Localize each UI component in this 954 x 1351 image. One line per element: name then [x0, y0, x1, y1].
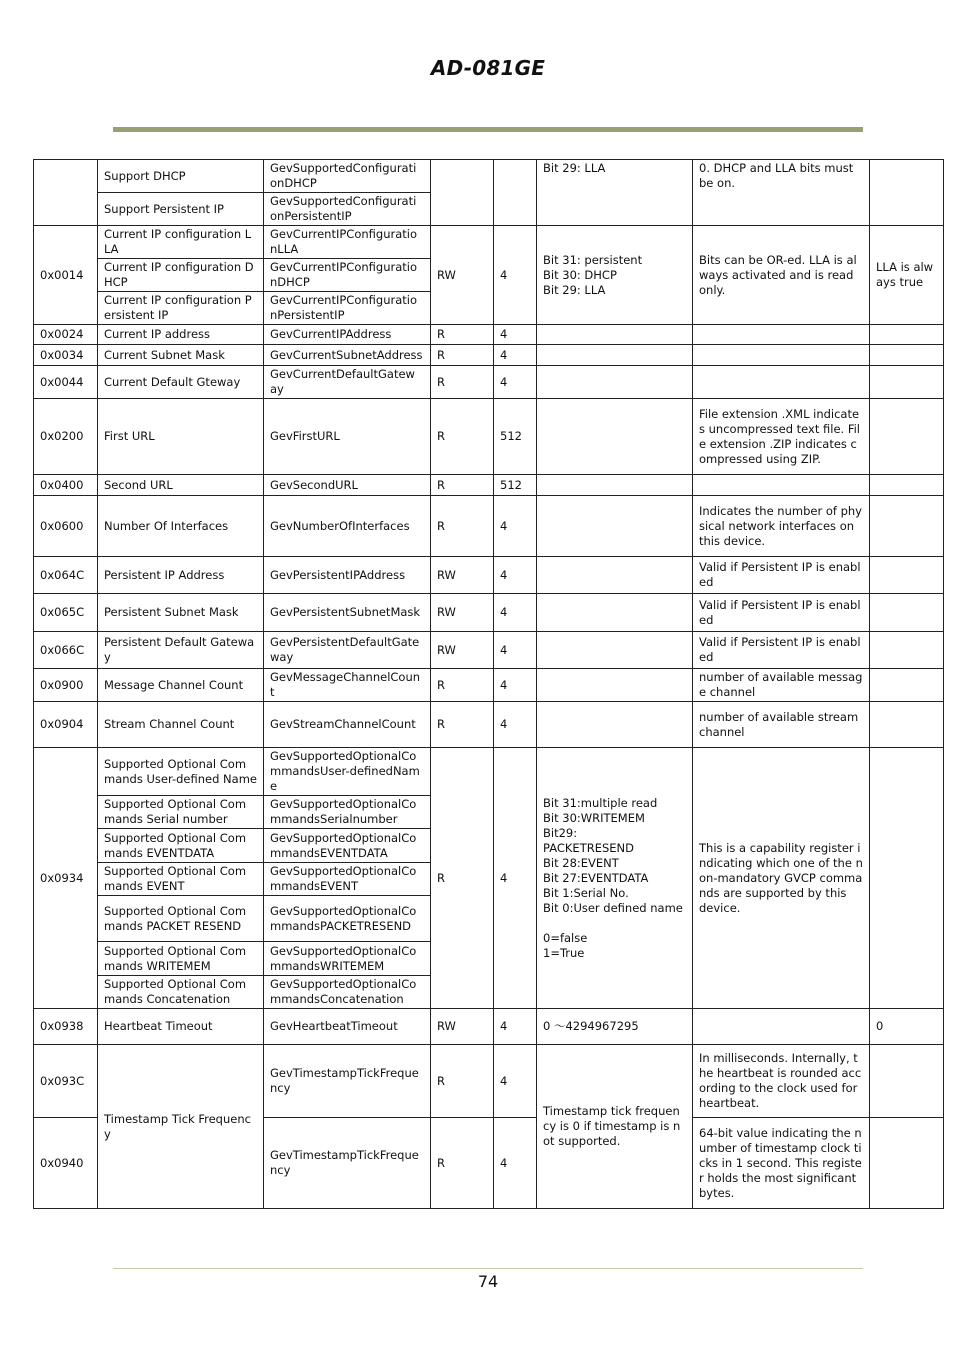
length-cell: 4: [494, 1118, 537, 1209]
register-name-cell: First URL: [98, 399, 264, 475]
register-name-cell: Persistent Subnet Mask: [98, 594, 264, 632]
description-cell: [693, 475, 870, 496]
bits-cell: Bit 31: persistent Bit 30: DHCP Bit 29: LLA: [537, 226, 693, 325]
address-cell: 0x0400: [34, 475, 98, 496]
bits-cell: [537, 632, 693, 669]
table-row: [34, 226, 944, 259]
description-cell: [693, 1009, 870, 1045]
note-cell: [870, 366, 944, 399]
description-cell: File extension .XML indicates uncompressed text file. File extension .ZIP indicates compressed using ZIP.: [693, 399, 870, 475]
description-cell: [693, 325, 870, 345]
table-row: [34, 702, 944, 748]
length-cell: 4: [494, 632, 537, 669]
access-cell: R: [431, 748, 494, 1009]
table-row: [34, 669, 944, 702]
access-cell: [431, 160, 494, 226]
register-name-cell: Support DHCP: [98, 160, 264, 193]
field-name-cell: GevTimestampTickFreque ncy: [264, 1118, 431, 1209]
address-cell: 0x0600: [34, 496, 98, 557]
bits-cell: [537, 345, 693, 366]
register-name-cell: Persistent IP Address: [98, 557, 264, 594]
field-name-cell: GevCurrentIPAddress: [264, 325, 431, 345]
header-rule: [113, 127, 863, 132]
table-row: [34, 325, 944, 345]
length-cell: 512: [494, 399, 537, 475]
note-cell: [870, 496, 944, 557]
register-name-cell: Current Default Gteway: [98, 366, 264, 399]
length-cell: 512: [494, 475, 537, 496]
table-row: [34, 1009, 944, 1045]
register-name-cell: Supported Optional Commands User-defined Name: [98, 748, 264, 796]
register-name-cell: Supported Optional Commands EVENT: [98, 863, 264, 896]
address-cell: 0x0024: [34, 325, 98, 345]
access-cell: R: [431, 702, 494, 748]
table-row: [34, 345, 944, 366]
field-name-cell: GevCurrentIPConfiguratio nDHCP: [264, 259, 431, 292]
field-name-cell: GevCurrentSubnetAddress: [264, 345, 431, 366]
bits-cell: [537, 325, 693, 345]
note-cell: [870, 1045, 944, 1118]
access-cell: R: [431, 325, 494, 345]
field-name-cell: GevPersistentIPAddress: [264, 557, 431, 594]
length-cell: 4: [494, 366, 537, 399]
length-cell: 4: [494, 702, 537, 748]
register-name-cell: Supported Optional Commands EVENTDATA: [98, 829, 264, 863]
register-name-cell: Supported Optional Commands WRITEMEM: [98, 942, 264, 976]
access-cell: R: [431, 475, 494, 496]
bits-cell: Bit 29: LLA: [537, 160, 693, 226]
note-cell: [870, 669, 944, 702]
access-cell: R: [431, 496, 494, 557]
address-cell: 0x0900: [34, 669, 98, 702]
address-cell: 0x0938: [34, 1009, 98, 1045]
description-cell: Valid if Persistent IP is enabled: [693, 557, 870, 594]
address-cell: 0x0940: [34, 1118, 98, 1209]
access-cell: RW: [431, 594, 494, 632]
note-cell: [870, 1118, 944, 1209]
field-name-cell: GevSupportedConfigurati onDHCP: [264, 160, 431, 193]
table-row: [34, 1045, 944, 1118]
table-row: [34, 475, 944, 496]
address-cell: 0x093C: [34, 1045, 98, 1118]
table-row: [34, 632, 944, 669]
register-name-cell: Current Subnet Mask: [98, 345, 264, 366]
register-name-cell: Timestamp Tick Frequency: [98, 1045, 264, 1209]
bits-cell: [537, 496, 693, 557]
length-cell: 4: [494, 1009, 537, 1045]
length-cell: 4: [494, 748, 537, 1009]
note-cell: [870, 160, 944, 226]
address-cell: 0x0904: [34, 702, 98, 748]
note-cell: 0: [870, 1009, 944, 1045]
field-name-cell: GevSecondURL: [264, 475, 431, 496]
address-cell: 0x066C: [34, 632, 98, 669]
field-name-cell: GevFirstURL: [264, 399, 431, 475]
table-row: [34, 748, 944, 796]
field-name-cell: GevPersistentSubnetMask: [264, 594, 431, 632]
access-cell: RW: [431, 1009, 494, 1045]
field-name-cell: GevHeartbeatTimeout: [264, 1009, 431, 1045]
description-cell: 64-bit value indicating the number of timestamp clock ticks in 1 second. This register holds the most significant bytes.: [693, 1118, 870, 1209]
table-row: [34, 399, 944, 475]
register-name-cell: Support Persistent IP: [98, 193, 264, 226]
note-cell: [870, 702, 944, 748]
register-name-cell: Current IP configuration LLA: [98, 226, 264, 259]
access-cell: R: [431, 345, 494, 366]
field-name-cell: GevStreamChannelCount: [264, 702, 431, 748]
length-cell: 4: [494, 226, 537, 325]
field-name-cell: GevSupportedOptionalCo mmandsEVENTDATA: [264, 829, 431, 863]
length-cell: 4: [494, 345, 537, 366]
access-cell: R: [431, 669, 494, 702]
bits-cell: [537, 399, 693, 475]
field-name-cell: GevSupportedOptionalCo mmandsEVENT: [264, 863, 431, 896]
field-name-cell: GevSupportedOptionalCo mmandsPACKETRESEND: [264, 896, 431, 942]
footer-rule: [113, 1268, 863, 1269]
field-name-cell: GevSupportedOptionalCo mmandsConcatenation: [264, 976, 431, 1009]
access-cell: R: [431, 366, 494, 399]
length-cell: 4: [494, 557, 537, 594]
length-cell: 4: [494, 1045, 537, 1118]
length-cell: 4: [494, 669, 537, 702]
access-cell: RW: [431, 632, 494, 669]
field-name-cell: GevNumberOfInterfaces: [264, 496, 431, 557]
address-cell: 0x0014: [34, 226, 98, 325]
description-cell: Valid if Persistent IP is enabled: [693, 594, 870, 632]
description-cell: [693, 345, 870, 366]
description-cell: 0. DHCP and LLA bits must be on.: [693, 160, 870, 226]
bits-cell: [537, 669, 693, 702]
description-cell: Indicates the number of physical network interfaces on this device.: [693, 496, 870, 557]
address-cell: 0x064C: [34, 557, 98, 594]
note-cell: [870, 594, 944, 632]
address-cell: 0x0034: [34, 345, 98, 366]
description-cell: number of available stream channel: [693, 702, 870, 748]
length-cell: [494, 160, 537, 226]
field-name-cell: GevCurrentIPConfiguratio nPersistentIP: [264, 292, 431, 325]
bits-cell: [537, 702, 693, 748]
register-name-cell: Number Of Interfaces: [98, 496, 264, 557]
register-name-cell: Supported Optional Commands PACKET RESEND: [98, 896, 264, 942]
address-cell: [34, 160, 98, 226]
field-name-cell: GevSupportedConfigurati onPersistentIP: [264, 193, 431, 226]
bits-cell: Bit 31:multiple read Bit 30:WRITEMEM Bit29: PACKETRESEND Bit 28:EVENT Bit 27:EVENTDATA Bit 1:Serial No. Bit 0:User defined name 0=false 1=True: [537, 748, 693, 1009]
table-row: [34, 366, 944, 399]
note-cell: [870, 475, 944, 496]
register-table: [33, 159, 944, 1209]
length-cell: 4: [494, 496, 537, 557]
access-cell: R: [431, 1045, 494, 1118]
document-title: AD-081GE: [430, 56, 546, 80]
description-cell: [693, 366, 870, 399]
register-name-cell: Supported Optional Commands Serial number: [98, 796, 264, 829]
note-cell: [870, 345, 944, 366]
description-cell: Valid if Persistent IP is enabled: [693, 632, 870, 669]
field-name-cell: GevCurrentIPConfiguratio nLLA: [264, 226, 431, 259]
bits-cell: [537, 475, 693, 496]
register-name-cell: Current IP address: [98, 325, 264, 345]
page-number: 74: [477, 1272, 499, 1291]
register-name-cell: Current IP configuration DHCP: [98, 259, 264, 292]
field-name-cell: GevSupportedOptionalCo mmandsWRITEMEM: [264, 942, 431, 976]
description-cell: In milliseconds. Internally, the heartbeat is rounded according to the clock used for heartbeat.: [693, 1045, 870, 1118]
description-cell: number of available message channel: [693, 669, 870, 702]
register-name-cell: Current IP configuration Persistent IP: [98, 292, 264, 325]
bits-cell: 0 ～4294967295: [537, 1009, 693, 1045]
note-cell: [870, 399, 944, 475]
field-name-cell: GevTimestampTickFreque ncy: [264, 1045, 431, 1118]
access-cell: R: [431, 399, 494, 475]
field-name-cell: GevMessageChannelCount: [264, 669, 431, 702]
table-row: [34, 160, 944, 193]
bits-cell: [537, 594, 693, 632]
register-name-cell: Persistent Default Gateway: [98, 632, 264, 669]
address-cell: 0x0200: [34, 399, 98, 475]
address-cell: 0x065C: [34, 594, 98, 632]
description-cell: This is a capability register indicating which one of the non-mandatory GVCP commands are supported by this device.: [693, 748, 870, 1009]
length-cell: 4: [494, 325, 537, 345]
access-cell: RW: [431, 226, 494, 325]
field-name-cell: GevCurrentDefaultGatew ay: [264, 366, 431, 399]
register-name-cell: Message Channel Count: [98, 669, 264, 702]
length-cell: 4: [494, 594, 537, 632]
note-cell: LLA is always true: [870, 226, 944, 325]
field-name-cell: GevSupportedOptionalCo mmandsSerialnumber: [264, 796, 431, 829]
note-cell: [870, 557, 944, 594]
bits-cell: [537, 557, 693, 594]
table-row: [34, 557, 944, 594]
table-row: [34, 594, 944, 632]
address-cell: 0x0934: [34, 748, 98, 1009]
register-name-cell: Supported Optional Commands Concatenation: [98, 976, 264, 1009]
access-cell: RW: [431, 557, 494, 594]
note-cell: [870, 325, 944, 345]
bits-cell: Timestamp tick frequency is 0 if timestamp is not supported.: [537, 1045, 693, 1209]
register-name-cell: Stream Channel Count: [98, 702, 264, 748]
description-cell: Bits can be OR-ed. LLA is always activated and is read only.: [693, 226, 870, 325]
note-cell: [870, 632, 944, 669]
table-row: [34, 496, 944, 557]
bits-cell: [537, 366, 693, 399]
address-cell: 0x0044: [34, 366, 98, 399]
field-name-cell: GevPersistentDefaultGate way: [264, 632, 431, 669]
register-name-cell: Second URL: [98, 475, 264, 496]
field-name-cell: GevSupportedOptionalCo mmandsUser-definedNam e: [264, 748, 431, 796]
note-cell: [870, 748, 944, 1009]
access-cell: R: [431, 1118, 494, 1209]
register-name-cell: Heartbeat Timeout: [98, 1009, 264, 1045]
